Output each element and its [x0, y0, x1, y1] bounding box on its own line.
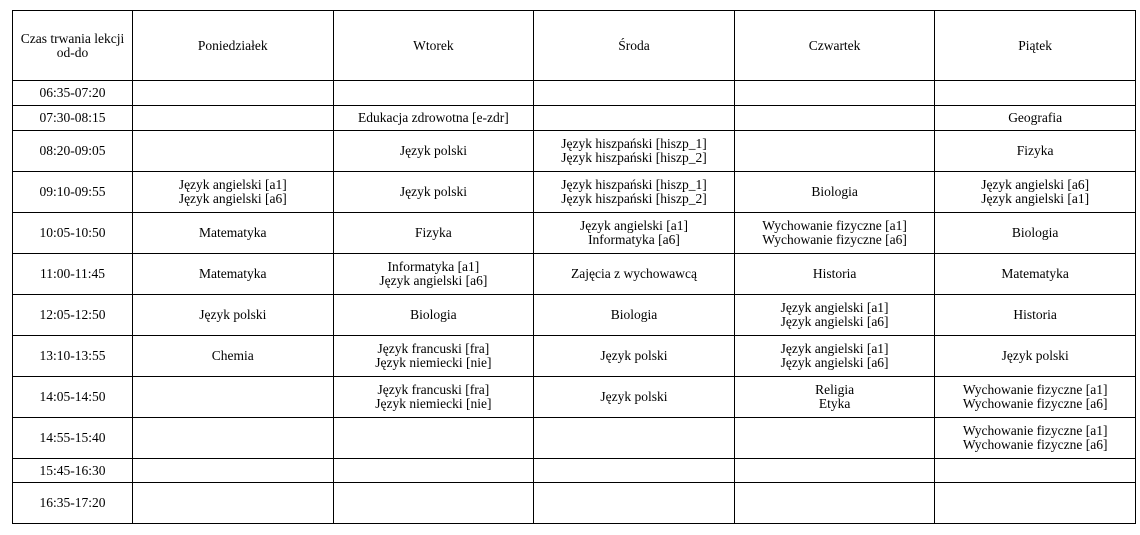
lesson-entry: Język angielski [a6] [178, 191, 287, 206]
table-row [13, 106, 1136, 131]
table-row [13, 483, 1136, 524]
lesson-cell-monday [133, 418, 334, 459]
lesson-time: 13:10-13:55 [13, 336, 133, 377]
lesson-cell-thursday [734, 295, 935, 336]
table-row [13, 377, 1136, 418]
lesson-cell-wednesday [534, 213, 735, 254]
table-row [13, 254, 1136, 295]
lesson-cell-friday [935, 459, 1136, 483]
lesson-entry: Język angielski [a6] [981, 177, 1090, 192]
lesson-cell-tuesday [333, 213, 534, 254]
lesson-cell-monday [133, 459, 334, 483]
lesson-cell-tuesday [333, 418, 534, 459]
header-row [13, 11, 1136, 81]
lesson-entry: Język angielski [a1] [780, 341, 889, 356]
lesson-entry: Język angielski [a1] [580, 218, 688, 233]
lesson-cell-monday [133, 336, 334, 377]
header-day-monday: Poniedziałek [133, 11, 334, 81]
lesson-cell-wednesday [534, 81, 735, 106]
lesson-cell-monday [133, 172, 334, 213]
lesson-time: 14:55-15:40 [13, 418, 133, 459]
table-row [13, 459, 1136, 483]
lesson-entry: Język angielski [a1] [178, 177, 287, 192]
lesson-time: 14:05-14:50 [13, 377, 133, 418]
lesson-entry: Wychowanie fizyczne [a6] [962, 396, 1108, 411]
lesson-cell-friday [935, 336, 1136, 377]
lesson-entry: Biologia [811, 184, 858, 199]
lesson-entry: Język polski [199, 307, 267, 322]
lesson-time: 16:35-17:20 [13, 483, 133, 524]
lesson-cell-wednesday [534, 459, 735, 483]
lesson-cell-monday [133, 106, 334, 131]
lesson-entry: Język hiszpański [hiszp_1] [561, 136, 707, 151]
lesson-entry: Fizyka [415, 225, 452, 240]
lesson-entry: Biologia [1011, 225, 1059, 240]
lesson-cell-friday [935, 377, 1136, 418]
lesson-cell-thursday [734, 172, 935, 213]
lesson-entry: Język angielski [a6] [379, 273, 488, 288]
lesson-cell-friday [935, 295, 1136, 336]
table-row [13, 418, 1136, 459]
lesson-cell-monday [133, 295, 334, 336]
lesson-entry: Biologia [610, 307, 658, 322]
lesson-cell-wednesday [534, 483, 735, 524]
lesson-cell-thursday [734, 377, 935, 418]
lesson-entry: Język hiszpański [hiszp_1] [561, 177, 707, 192]
table-row [13, 131, 1136, 172]
lesson-cell-thursday [734, 483, 935, 524]
lesson-cell-friday [935, 172, 1136, 213]
lesson-cell-tuesday [333, 483, 534, 524]
lesson-entry: Język niemiecki [nie] [375, 396, 492, 411]
lesson-cell-friday [935, 213, 1136, 254]
lesson-entry: Wychowanie fizyczne [a1] [962, 382, 1108, 397]
lesson-cell-thursday [734, 131, 935, 172]
lesson-cell-thursday [734, 213, 935, 254]
lesson-cell-thursday [734, 81, 935, 106]
lesson-entry: Fizyka [1016, 143, 1054, 158]
lesson-cell-friday [935, 106, 1136, 131]
lesson-entry: Informatyka [a1] [387, 259, 480, 274]
lesson-entry: Język polski [399, 184, 467, 199]
header-day-wednesday: Środa [534, 11, 735, 81]
header-day-friday: Piątek [935, 11, 1136, 81]
lesson-cell-tuesday [333, 81, 534, 106]
table-row [13, 81, 1136, 106]
lesson-entry: Zajęcia z wychowawcą [571, 266, 697, 281]
lesson-cell-wednesday [534, 418, 735, 459]
table-row [13, 213, 1136, 254]
lesson-cell-tuesday [333, 106, 534, 131]
lesson-entry: Wychowanie fizyczne [a6] [762, 232, 907, 247]
lesson-entry: Język angielski [a6] [780, 314, 889, 329]
lesson-cell-tuesday [333, 459, 534, 483]
lesson-time: 07:30-08:15 [13, 106, 133, 131]
lesson-cell-monday [133, 131, 334, 172]
lesson-cell-friday [935, 483, 1136, 524]
lesson-entry: Matematyka [199, 266, 267, 281]
lesson-entry: Historia [812, 266, 857, 281]
timetable [12, 10, 1136, 524]
lesson-cell-tuesday [333, 295, 534, 336]
lesson-entry: Historia [1013, 307, 1057, 322]
lesson-entry: Język niemiecki [nie] [375, 355, 492, 370]
lesson-cell-monday [133, 213, 334, 254]
lesson-time: 06:35-07:20 [13, 81, 133, 106]
lesson-entry: Etyka [818, 396, 851, 411]
lesson-time: 08:20-09:05 [13, 131, 133, 172]
lesson-entry: Język polski [600, 389, 668, 404]
lesson-time: 15:45-16:30 [13, 459, 133, 483]
lesson-cell-monday [133, 254, 334, 295]
lesson-cell-wednesday [534, 254, 735, 295]
lesson-entry: Biologia [410, 307, 457, 322]
lesson-cell-friday [935, 418, 1136, 459]
lesson-entry: Informatyka [a6] [588, 232, 680, 247]
lesson-entry: Chemia [211, 348, 254, 363]
lesson-cell-friday [935, 131, 1136, 172]
lesson-cell-tuesday [333, 172, 534, 213]
lesson-cell-thursday [734, 336, 935, 377]
lesson-entry: Język francuski [fra] [377, 382, 490, 397]
lesson-cell-tuesday [333, 377, 534, 418]
table-row [13, 336, 1136, 377]
table-row [13, 172, 1136, 213]
lesson-entry: Język polski [600, 348, 668, 363]
lesson-time: 09:10-09:55 [13, 172, 133, 213]
header-day-thursday: Czwartek [734, 11, 935, 81]
lesson-entry: Edukacja zdrowotna [e-zdr] [358, 110, 509, 125]
lesson-cell-wednesday [534, 131, 735, 172]
lesson-cell-thursday [734, 459, 935, 483]
lesson-entry: Wychowanie fizyczne [a1] [962, 423, 1108, 438]
lesson-cell-friday [935, 254, 1136, 295]
lesson-cell-monday [133, 377, 334, 418]
lesson-entry: Język angielski [a1] [780, 300, 889, 315]
lesson-cell-monday [133, 81, 334, 106]
lesson-entry: Język francuski [fra] [377, 341, 490, 356]
lesson-entry: Język hiszpański [hiszp_2] [561, 191, 707, 206]
lesson-cell-wednesday [534, 295, 735, 336]
lesson-entry: Wychowanie fizyczne [a6] [962, 437, 1108, 452]
lesson-cell-tuesday [333, 254, 534, 295]
lesson-entry: Język angielski [a6] [780, 355, 889, 370]
lesson-cell-tuesday [333, 131, 534, 172]
lesson-cell-wednesday [534, 336, 735, 377]
lesson-entry: Geografia [1008, 110, 1063, 125]
lesson-entry: Język angielski [a1] [981, 191, 1090, 206]
lesson-entry: Język hiszpański [hiszp_2] [561, 150, 707, 165]
lesson-cell-wednesday [534, 172, 735, 213]
lesson-cell-wednesday [534, 106, 735, 131]
lesson-cell-tuesday [333, 336, 534, 377]
lesson-cell-thursday [734, 254, 935, 295]
lesson-time: 12:05-12:50 [13, 295, 133, 336]
lesson-entry: Matematyka [1001, 266, 1069, 281]
lesson-entry: Religia [815, 382, 855, 397]
lesson-cell-thursday [734, 106, 935, 131]
header-day-tuesday: Wtorek [333, 11, 534, 81]
table-row [13, 295, 1136, 336]
lesson-cell-friday [935, 81, 1136, 106]
lesson-cell-wednesday [534, 377, 735, 418]
header-time: Czas trwania lekcji od-do [13, 11, 133, 81]
lesson-entry: Język polski [399, 143, 467, 158]
lesson-entry: Wychowanie fizyczne [a1] [762, 218, 907, 233]
lesson-entry: Matematyka [199, 225, 267, 240]
lesson-entry: Język polski [1001, 348, 1069, 363]
lesson-time: 11:00-11:45 [13, 254, 133, 295]
timetable-body [13, 81, 1136, 524]
lesson-cell-thursday [734, 418, 935, 459]
lesson-cell-monday [133, 483, 334, 524]
lesson-time: 10:05-10:50 [13, 213, 133, 254]
